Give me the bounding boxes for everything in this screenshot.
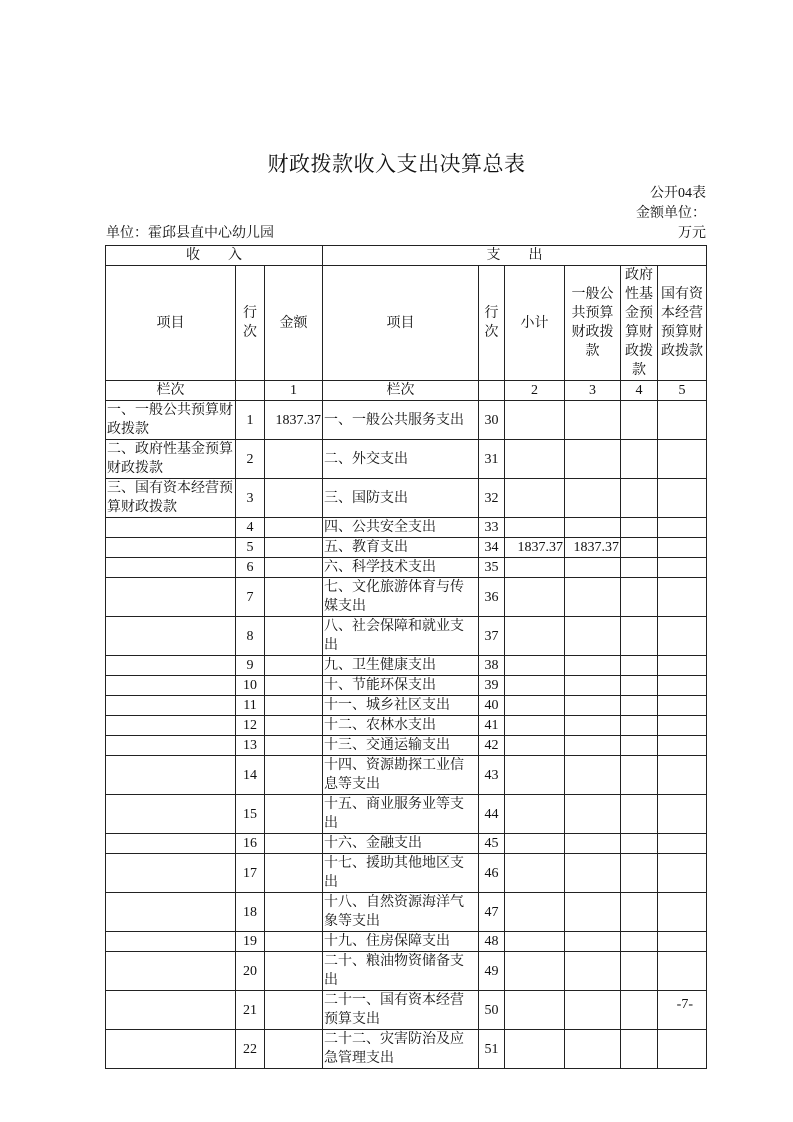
expense-item-cell: 七、文化旅游体育与传媒支出 [323, 578, 479, 617]
expense-row-no-cell: 51 [479, 1030, 505, 1069]
table-row [106, 440, 707, 479]
subtotal-cell [505, 479, 565, 518]
subtotal-cell [505, 440, 565, 479]
table-row [106, 1030, 707, 1069]
subtotal-cell [505, 854, 565, 893]
fund-budget-cell [621, 893, 658, 932]
column-index-label: 栏次 [106, 381, 236, 401]
income-row-no-cell: 12 [236, 716, 265, 736]
income-row-no-cell: 9 [236, 656, 265, 676]
general-budget-cell [565, 656, 621, 676]
subtotal-cell: 1837.37 [505, 538, 565, 558]
subtotal-cell [505, 736, 565, 756]
subtotal-cell [505, 558, 565, 578]
general-budget-cell [565, 696, 621, 716]
column-index-5: 5 [658, 381, 707, 401]
expense-row-no-cell: 41 [479, 716, 505, 736]
income-amount-cell [265, 578, 323, 617]
income-row-no-cell: 10 [236, 676, 265, 696]
income-item-cell [106, 578, 236, 617]
income-item-cell: 三、国有资本经营预算财政拨款 [106, 479, 236, 518]
income-item-cell: 一、一般公共预算财政拨款 [106, 401, 236, 440]
subtotal-cell [505, 656, 565, 676]
income-item-cell [106, 617, 236, 656]
general-budget-cell [565, 1030, 621, 1069]
general-budget-cell [565, 756, 621, 795]
income-amount-cell [265, 479, 323, 518]
amount-header: 金额 [265, 266, 323, 381]
expense-item-cell: 十、节能环保支出 [323, 676, 479, 696]
table-row [106, 716, 707, 736]
general-budget-cell [565, 991, 621, 1030]
general-budget-cell [565, 932, 621, 952]
fund-budget-cell [621, 991, 658, 1030]
fund-budget-cell [621, 854, 658, 893]
table-row [106, 401, 707, 440]
income-row-no-cell: 17 [236, 854, 265, 893]
income-item-cell [106, 518, 236, 538]
income-row-no-cell: 1 [236, 401, 265, 440]
general-budget-cell [565, 617, 621, 656]
subtotal-cell [505, 1030, 565, 1069]
expense-row-no-cell: 33 [479, 518, 505, 538]
expense-row-no-cell: 36 [479, 578, 505, 617]
income-row-no-cell: 19 [236, 932, 265, 952]
income-row-no-cell: 14 [236, 756, 265, 795]
fund-budget-cell [621, 1030, 658, 1069]
income-row-no-cell: 7 [236, 578, 265, 617]
subtotal-cell [505, 617, 565, 656]
subtotal-cell [505, 952, 565, 991]
income-amount-cell [265, 656, 323, 676]
form-number: 公开04表 [650, 186, 706, 201]
income-row-no-cell: 2 [236, 440, 265, 479]
income-amount-cell [265, 558, 323, 578]
fund-budget-cell [621, 696, 658, 716]
state-capital-cell [658, 578, 707, 617]
table-row [106, 538, 707, 558]
income-amount-cell [265, 716, 323, 736]
expense-item-cell: 二十二、灾害防治及应急管理支出 [323, 1030, 479, 1069]
state-capital-cell [658, 834, 707, 854]
state-capital-cell [658, 676, 707, 696]
empty-cell [236, 381, 265, 401]
subtotal-cell [505, 676, 565, 696]
subtotal-cell [505, 795, 565, 834]
income-amount-cell [265, 795, 323, 834]
table-row [106, 991, 707, 1030]
income-item-cell [106, 854, 236, 893]
state-capital-cell [658, 893, 707, 932]
income-row-no-cell: 22 [236, 1030, 265, 1069]
general-budget-cell: 1837.37 [565, 538, 621, 558]
table-row [106, 518, 707, 538]
income-row-no-cell: 8 [236, 617, 265, 656]
budget-table [105, 245, 707, 1069]
income-row-no-cell: 21 [236, 991, 265, 1030]
income-item-cell [106, 756, 236, 795]
income-item-cell [106, 656, 236, 676]
expense-row-no-cell: 37 [479, 617, 505, 656]
income-item-cell: 二、政府性基金预算财政拨款 [106, 440, 236, 479]
column-index-1: 1 [265, 381, 323, 401]
table-row [106, 932, 707, 952]
expense-item-cell: 六、科学技术支出 [323, 558, 479, 578]
income-item-cell [106, 676, 236, 696]
expense-column-index-label: 栏次 [323, 381, 479, 401]
general-budget-cell [565, 952, 621, 991]
general-budget-cell [565, 736, 621, 756]
subtotal-cell [505, 756, 565, 795]
income-item-cell [106, 795, 236, 834]
state-capital-cell [658, 756, 707, 795]
expense-item-cell: 一、一般公共服务支出 [323, 401, 479, 440]
expense-row-no-cell: 42 [479, 736, 505, 756]
income-amount-cell [265, 756, 323, 795]
state-capital-cell [658, 401, 707, 440]
expense-row-no-cell: 35 [479, 558, 505, 578]
table-row [106, 893, 707, 932]
expense-item-cell: 二、外交支出 [323, 440, 479, 479]
state-capital-cell [658, 952, 707, 991]
income-item-cell [106, 736, 236, 756]
expense-item-header: 项目 [323, 266, 479, 381]
state-capital-header: 国有资本经营预算财政拨款 [658, 266, 707, 381]
fund-budget-cell [621, 538, 658, 558]
income-row-no-cell: 3 [236, 479, 265, 518]
column-index-2: 2 [505, 381, 565, 401]
general-budget-header: 一般公共预算财政拨款 [565, 266, 621, 381]
expense-item-cell: 十二、农林水支出 [323, 716, 479, 736]
state-capital-cell [658, 716, 707, 736]
expense-row-no-cell: 38 [479, 656, 505, 676]
expense-item-cell: 十四、资源勘探工业信息等支出 [323, 756, 479, 795]
expense-item-cell: 九、卫生健康支出 [323, 656, 479, 676]
expense-item-cell: 八、社会保障和就业支出 [323, 617, 479, 656]
expense-item-cell: 二十一、国有资本经营预算支出 [323, 991, 479, 1030]
income-row-no-cell: 18 [236, 893, 265, 932]
income-amount-cell [265, 1030, 323, 1069]
expense-row-no-cell: 45 [479, 834, 505, 854]
income-row-no-cell: 13 [236, 736, 265, 756]
subtotal-cell [505, 932, 565, 952]
income-amount-cell [265, 518, 323, 538]
table-row [106, 617, 707, 656]
expense-row-no-cell: 31 [479, 440, 505, 479]
general-budget-cell [565, 578, 621, 617]
fund-budget-cell [621, 756, 658, 795]
general-budget-cell [565, 716, 621, 736]
subtotal-cell [505, 578, 565, 617]
expense-item-cell: 十六、金融支出 [323, 834, 479, 854]
income-amount-cell [265, 991, 323, 1030]
table-row [106, 736, 707, 756]
subtotal-cell [505, 518, 565, 538]
income-row-no-cell: 15 [236, 795, 265, 834]
expense-item-cell: 十八、自然资源海洋气象等支出 [323, 893, 479, 932]
general-budget-cell [565, 795, 621, 834]
income-item-cell [106, 991, 236, 1030]
income-row-no-cell: 4 [236, 518, 265, 538]
state-capital-cell [658, 617, 707, 656]
general-budget-cell [565, 401, 621, 440]
income-header: 收 入 [106, 246, 323, 266]
expense-item-cell: 三、国防支出 [323, 479, 479, 518]
expense-item-cell: 十三、交通运输支出 [323, 736, 479, 756]
page-number: -7- [676, 997, 693, 1012]
state-capital-cell [658, 479, 707, 518]
expense-item-cell: 二十、粮油物资储备支出 [323, 952, 479, 991]
fund-budget-cell [621, 617, 658, 656]
state-capital-cell [658, 696, 707, 716]
expense-row-no-cell: 46 [479, 854, 505, 893]
income-item-cell [106, 834, 236, 854]
fund-budget-cell [621, 795, 658, 834]
fund-budget-header: 政府性基金预算财政拨款 [621, 266, 658, 381]
general-budget-cell [565, 558, 621, 578]
income-amount-cell [265, 440, 323, 479]
income-item-cell [106, 696, 236, 716]
subtotal-header: 小计 [505, 266, 565, 381]
fund-budget-cell [621, 834, 658, 854]
income-amount-cell [265, 676, 323, 696]
table-row [106, 578, 707, 617]
unit-name: 单位：霍邱县直中心幼儿园 [106, 226, 274, 241]
state-capital-cell [658, 854, 707, 893]
state-capital-cell [658, 795, 707, 834]
state-capital-cell [658, 1030, 707, 1069]
state-capital-cell [658, 656, 707, 676]
expense-row-no-cell: 30 [479, 401, 505, 440]
income-item-header: 项目 [106, 266, 236, 381]
expense-row-no-cell: 40 [479, 696, 505, 716]
fund-budget-cell [621, 932, 658, 952]
expense-item-cell: 十九、住房保障支出 [323, 932, 479, 952]
table-row [106, 676, 707, 696]
expense-row-no-cell: 34 [479, 538, 505, 558]
state-capital-cell [658, 736, 707, 756]
expense-item-cell: 十七、援助其他地区支出 [323, 854, 479, 893]
expense-row-no-cell: 39 [479, 676, 505, 696]
expense-row-no-cell: 32 [479, 479, 505, 518]
subtotal-cell [505, 401, 565, 440]
fund-budget-cell [621, 479, 658, 518]
income-amount-cell [265, 617, 323, 656]
table-row [106, 795, 707, 834]
expense-row-no-cell: 43 [479, 756, 505, 795]
subtotal-cell [505, 834, 565, 854]
column-index-4: 4 [621, 381, 658, 401]
expense-item-cell: 五、教育支出 [323, 538, 479, 558]
amount-unit: 万元 [678, 226, 706, 241]
expense-header: 支 出 [323, 246, 707, 266]
state-capital-cell [658, 558, 707, 578]
expense-row-no-cell: 49 [479, 952, 505, 991]
income-amount-cell [265, 696, 323, 716]
fund-budget-cell [621, 558, 658, 578]
expense-item-cell: 四、公共安全支出 [323, 518, 479, 538]
table-row [106, 952, 707, 991]
expense-row-no-header: 行次 [479, 266, 505, 381]
state-capital-cell [658, 518, 707, 538]
table-row [106, 696, 707, 716]
column-index-3: 3 [565, 381, 621, 401]
income-row-no-cell: 5 [236, 538, 265, 558]
fund-budget-cell [621, 578, 658, 617]
income-row-no-cell: 6 [236, 558, 265, 578]
table-row [106, 656, 707, 676]
table-row [106, 834, 707, 854]
income-row-no-header: 行次 [236, 266, 265, 381]
empty-cell [479, 381, 505, 401]
state-capital-cell [658, 538, 707, 558]
income-row-no-cell: 11 [236, 696, 265, 716]
general-budget-cell [565, 440, 621, 479]
fund-budget-cell [621, 716, 658, 736]
subtotal-cell [505, 696, 565, 716]
table-row [106, 479, 707, 518]
income-item-cell [106, 893, 236, 932]
state-capital-cell [658, 932, 707, 952]
income-amount-cell [265, 834, 323, 854]
income-row-no-cell: 16 [236, 834, 265, 854]
fund-budget-cell [621, 518, 658, 538]
income-item-cell [106, 538, 236, 558]
income-amount-cell: 1837.37 [265, 401, 323, 440]
expense-item-cell: 十五、商业服务业等支出 [323, 795, 479, 834]
expense-row-no-cell: 50 [479, 991, 505, 1030]
income-amount-cell [265, 952, 323, 991]
general-budget-cell [565, 854, 621, 893]
page-title: 财政拨款收入支出决算总表 [267, 152, 526, 176]
expense-item-cell: 十一、城乡社区支出 [323, 696, 479, 716]
income-amount-cell [265, 893, 323, 932]
expense-row-no-cell: 47 [479, 893, 505, 932]
income-row-no-cell: 20 [236, 952, 265, 991]
subtotal-cell [505, 716, 565, 736]
fund-budget-cell [621, 656, 658, 676]
income-item-cell [106, 1030, 236, 1069]
state-capital-cell [658, 440, 707, 479]
table-row [106, 756, 707, 795]
general-budget-cell [565, 676, 621, 696]
subtotal-cell [505, 991, 565, 1030]
general-budget-cell [565, 518, 621, 538]
income-amount-cell [265, 538, 323, 558]
fund-budget-cell [621, 440, 658, 479]
subtotal-cell [505, 893, 565, 932]
expense-row-no-cell: 44 [479, 795, 505, 834]
table-row [106, 558, 707, 578]
fund-budget-cell [621, 676, 658, 696]
income-item-cell [106, 558, 236, 578]
general-budget-cell [565, 893, 621, 932]
income-amount-cell [265, 736, 323, 756]
fund-budget-cell [621, 952, 658, 991]
income-amount-cell [265, 854, 323, 893]
income-item-cell [106, 932, 236, 952]
income-item-cell [106, 952, 236, 991]
table-row [106, 854, 707, 893]
amount-unit-label: 金额单位： [636, 206, 706, 221]
income-item-cell [106, 716, 236, 736]
fund-budget-cell [621, 401, 658, 440]
fund-budget-cell [621, 736, 658, 756]
expense-row-no-cell: 48 [479, 932, 505, 952]
general-budget-cell [565, 834, 621, 854]
general-budget-cell [565, 479, 621, 518]
income-amount-cell [265, 932, 323, 952]
